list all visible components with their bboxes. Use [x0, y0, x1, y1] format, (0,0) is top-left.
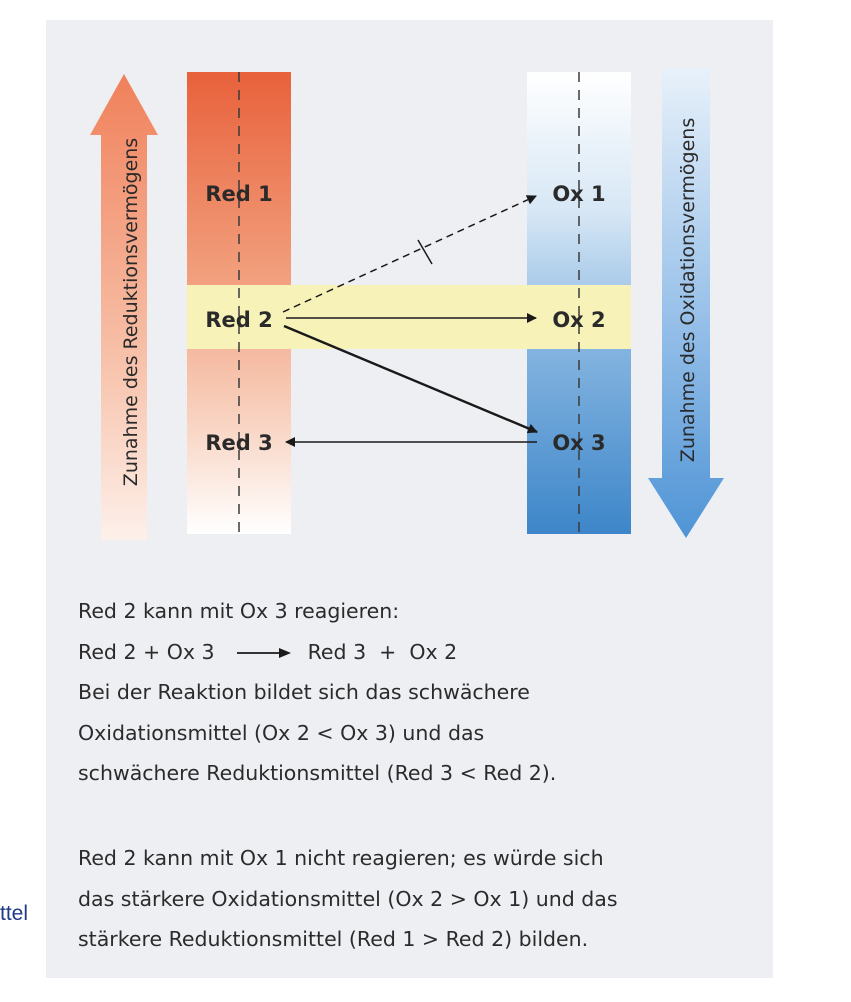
- label-ox-2: Ox 2: [552, 308, 606, 332]
- equation-right: Red 3 + Ox 2: [307, 639, 458, 664]
- clipped-side-text: ttel: [0, 902, 29, 925]
- text-line: das stärkere Oxidationsmittel (Ox 2 > Ox 1) und das: [78, 886, 618, 911]
- label-red-3: Red 3: [205, 431, 273, 455]
- label-ox-1: Ox 1: [552, 182, 606, 206]
- equation-line: [78, 632, 768, 673]
- text-line: stärkere Reduktionsmittel (Red 1 > Red 2) bilden.: [78, 927, 589, 951]
- text-line: schwächere Reduktionsmittel (Red 3 < Red 2).: [78, 761, 557, 785]
- text-line: Red 2 kann mit Ox 3 reagieren:: [78, 599, 400, 623]
- blocked-cross-mark: [418, 240, 432, 264]
- equation-left: Red 2 + Ox 3: [78, 639, 215, 664]
- label-ox-3: Ox 3: [552, 431, 606, 455]
- right-axis-label: Zunahme des Oxidationsvermögens: [677, 117, 699, 463]
- left-axis-label: Zunahme des Reduktionsvermögens: [120, 137, 142, 487]
- text-line: Oxidationsmittel (Ox 2 < Ox 3) und das: [78, 720, 485, 745]
- explanation-reaction: [78, 591, 768, 794]
- label-red-2: Red 2: [205, 308, 273, 332]
- text-line: Bei der Reaktion bildet sich das schwächere: [78, 680, 530, 704]
- label-red-1: Red 1: [205, 182, 273, 206]
- text-line: Red 2 kann mit Ox 1 nicht reagieren; es würde sich: [78, 846, 604, 870]
- reaction-arrow-icon: [237, 646, 291, 660]
- explanation-no-reaction: [78, 838, 768, 960]
